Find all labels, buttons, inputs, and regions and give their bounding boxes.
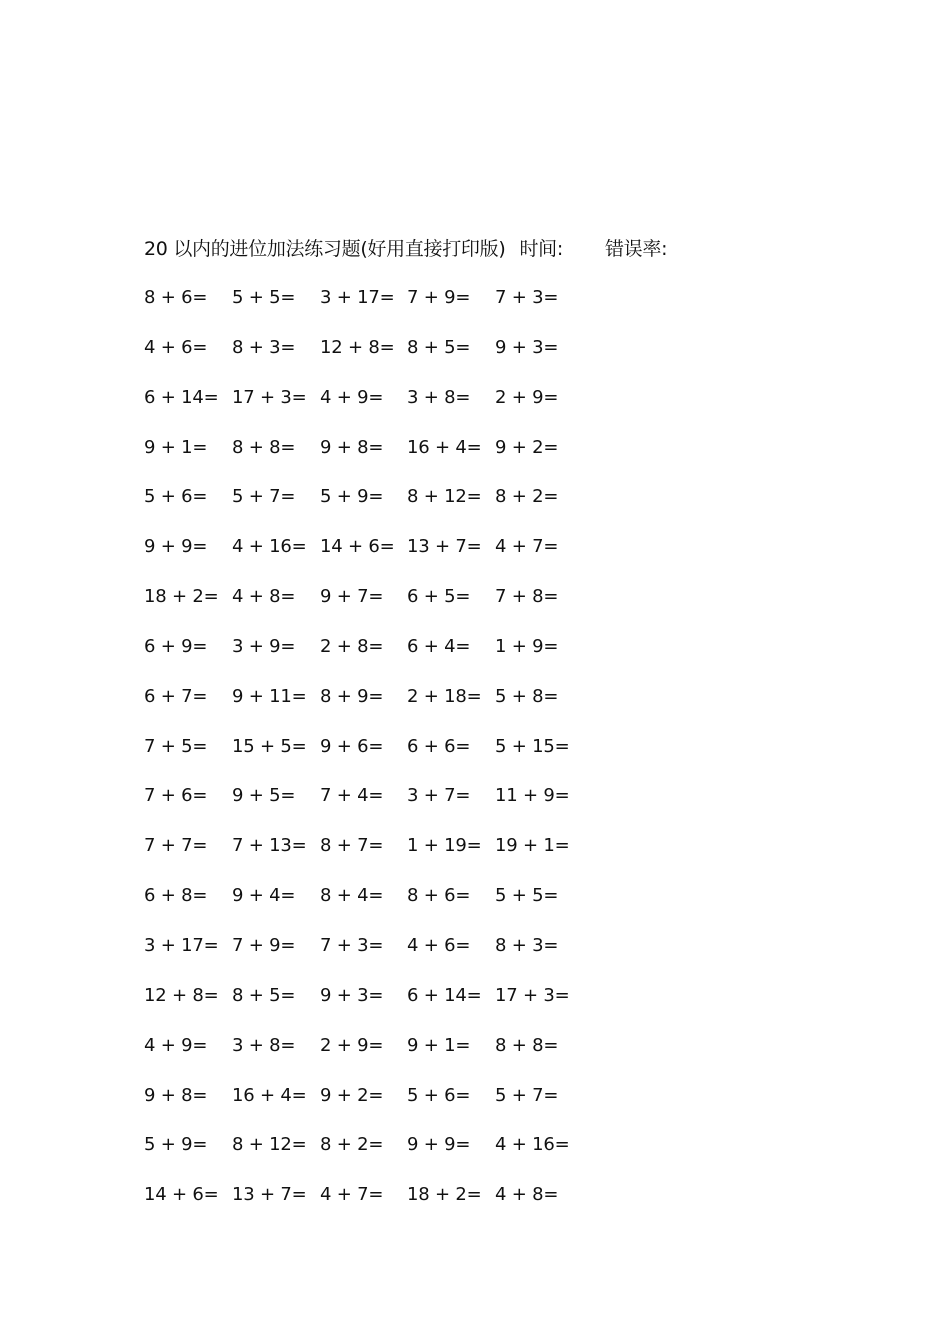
problem-grid: [144, 285, 604, 1232]
addition-problem: 14 + 6=: [144, 1184, 219, 1206]
addition-problem: 4 + 16=: [495, 1134, 570, 1156]
addition-problem: 3 + 9=: [232, 635, 296, 657]
addition-problem: 18 + 2=: [144, 586, 219, 608]
addition-problem: 8 + 12=: [232, 1134, 307, 1156]
addition-problem: 2 + 9=: [495, 386, 559, 408]
problem-row: [144, 534, 604, 584]
addition-problem: 5 + 9=: [320, 486, 384, 508]
addition-problem: 9 + 1=: [407, 1034, 471, 1056]
addition-problem: 7 + 5=: [144, 735, 208, 757]
addition-problem: 9 + 11=: [232, 685, 307, 707]
problem-row: [144, 285, 604, 335]
problem-row: [144, 1033, 604, 1083]
addition-problem: 9 + 9=: [407, 1134, 471, 1156]
addition-problem: 12 + 8=: [320, 336, 395, 358]
addition-problem: 14 + 6=: [320, 536, 395, 558]
worksheet-title: 20 以内的进位加法练习题(好用直接打印版): [144, 238, 506, 260]
problem-row: [144, 584, 604, 634]
addition-problem: 9 + 5=: [232, 785, 296, 807]
addition-problem: 8 + 5=: [232, 984, 296, 1006]
problem-row: [144, 435, 604, 485]
addition-problem: 8 + 3=: [232, 336, 296, 358]
addition-problem: 6 + 8=: [144, 885, 208, 907]
addition-problem: 3 + 17=: [144, 934, 219, 956]
addition-problem: 16 + 4=: [232, 1084, 307, 1106]
addition-problem: 8 + 2=: [495, 486, 559, 508]
addition-problem: 5 + 5=: [495, 885, 559, 907]
addition-problem: 11 + 9=: [495, 785, 570, 807]
addition-problem: 8 + 7=: [320, 835, 384, 857]
addition-problem: 8 + 8=: [232, 436, 296, 458]
addition-problem: 4 + 6=: [407, 934, 471, 956]
addition-problem: 6 + 6=: [407, 735, 471, 757]
addition-problem: 6 + 9=: [144, 635, 208, 657]
addition-problem: 5 + 9=: [144, 1134, 208, 1156]
addition-problem: 4 + 6=: [144, 336, 208, 358]
addition-problem: 6 + 14=: [144, 386, 219, 408]
addition-problem: 6 + 5=: [407, 586, 471, 608]
addition-problem: 13 + 7=: [232, 1184, 307, 1206]
addition-problem: 8 + 6=: [407, 885, 471, 907]
addition-problem: 4 + 8=: [495, 1184, 559, 1206]
addition-problem: 4 + 7=: [495, 536, 559, 558]
addition-problem: 9 + 8=: [144, 1084, 208, 1106]
addition-problem: 19 + 1=: [495, 835, 570, 857]
addition-problem: 8 + 2=: [320, 1134, 384, 1156]
addition-problem: 9 + 4=: [232, 885, 296, 907]
addition-problem: 3 + 8=: [232, 1034, 296, 1056]
addition-problem: 8 + 4=: [320, 885, 384, 907]
problem-row: [144, 1182, 604, 1232]
addition-problem: 8 + 6=: [144, 287, 208, 308]
addition-problem: 12 + 8=: [144, 984, 219, 1006]
addition-problem: 9 + 8=: [320, 436, 384, 458]
addition-problem: 9 + 2=: [495, 436, 559, 458]
addition-problem: 9 + 6=: [320, 735, 384, 757]
addition-problem: 5 + 6=: [407, 1084, 471, 1106]
problem-row: [144, 634, 604, 684]
addition-problem: 13 + 7=: [407, 536, 482, 558]
addition-problem: 18 + 2=: [407, 1184, 482, 1206]
addition-problem: 7 + 3=: [495, 287, 559, 308]
addition-problem: 5 + 5=: [232, 287, 296, 308]
problem-row: [144, 335, 604, 385]
addition-problem: 8 + 3=: [495, 934, 559, 956]
addition-problem: 6 + 4=: [407, 635, 471, 657]
addition-problem: 3 + 8=: [407, 386, 471, 408]
addition-problem: 8 + 12=: [407, 486, 482, 508]
addition-problem: 7 + 9=: [407, 287, 471, 308]
addition-problem: 4 + 16=: [232, 536, 307, 558]
addition-problem: 17 + 3=: [495, 984, 570, 1006]
addition-problem: 4 + 9=: [320, 386, 384, 408]
addition-problem: 1 + 19=: [407, 835, 482, 857]
addition-problem: 15 + 5=: [232, 735, 307, 757]
problem-row: [144, 983, 604, 1033]
addition-problem: 9 + 7=: [320, 586, 384, 608]
addition-problem: 2 + 9=: [320, 1034, 384, 1056]
addition-problem: 4 + 9=: [144, 1034, 208, 1056]
problem-row: [144, 385, 604, 435]
problem-row: [144, 484, 604, 534]
problem-row: [144, 833, 604, 883]
addition-problem: 4 + 7=: [320, 1184, 384, 1206]
addition-problem: 5 + 6=: [144, 486, 208, 508]
addition-problem: 5 + 15=: [495, 735, 570, 757]
addition-problem: 6 + 7=: [144, 685, 208, 707]
addition-problem: 9 + 3=: [495, 336, 559, 358]
addition-problem: 8 + 5=: [407, 336, 471, 358]
addition-problem: 9 + 2=: [320, 1084, 384, 1106]
problem-row: [144, 1132, 604, 1182]
addition-problem: 7 + 3=: [320, 934, 384, 956]
problem-row: [144, 933, 604, 983]
addition-problem: 5 + 7=: [495, 1084, 559, 1106]
error-rate-label: 错误率:: [604, 238, 668, 260]
addition-problem: 3 + 7=: [407, 785, 471, 807]
addition-problem: 9 + 3=: [320, 984, 384, 1006]
addition-problem: 7 + 6=: [144, 785, 208, 807]
addition-problem: 3 + 17=: [320, 287, 395, 308]
addition-problem: 2 + 8=: [320, 635, 384, 657]
addition-problem: 5 + 8=: [495, 685, 559, 707]
addition-problem: 16 + 4=: [407, 436, 482, 458]
problem-row: [144, 684, 604, 734]
addition-problem: 7 + 4=: [320, 785, 384, 807]
addition-problem: 7 + 7=: [144, 835, 208, 857]
addition-problem: 9 + 1=: [144, 436, 208, 458]
problem-row: [144, 734, 604, 784]
addition-problem: 2 + 18=: [407, 685, 482, 707]
problem-row: [144, 1083, 604, 1133]
addition-problem: 8 + 9=: [320, 685, 384, 707]
addition-problem: 4 + 8=: [232, 586, 296, 608]
worksheet-header: [144, 236, 667, 262]
addition-problem: 17 + 3=: [232, 386, 307, 408]
problem-row: [144, 783, 604, 833]
addition-problem: 1 + 9=: [495, 635, 559, 657]
addition-problem: 8 + 8=: [495, 1034, 559, 1056]
addition-problem: 9 + 9=: [144, 536, 208, 558]
problem-row: [144, 883, 604, 933]
addition-problem: 7 + 13=: [232, 835, 307, 857]
addition-problem: 7 + 9=: [232, 934, 296, 956]
time-label: 时间:: [519, 238, 563, 260]
addition-problem: 7 + 8=: [495, 586, 559, 608]
addition-problem: 6 + 14=: [407, 984, 482, 1006]
addition-problem: 5 + 7=: [232, 486, 296, 508]
